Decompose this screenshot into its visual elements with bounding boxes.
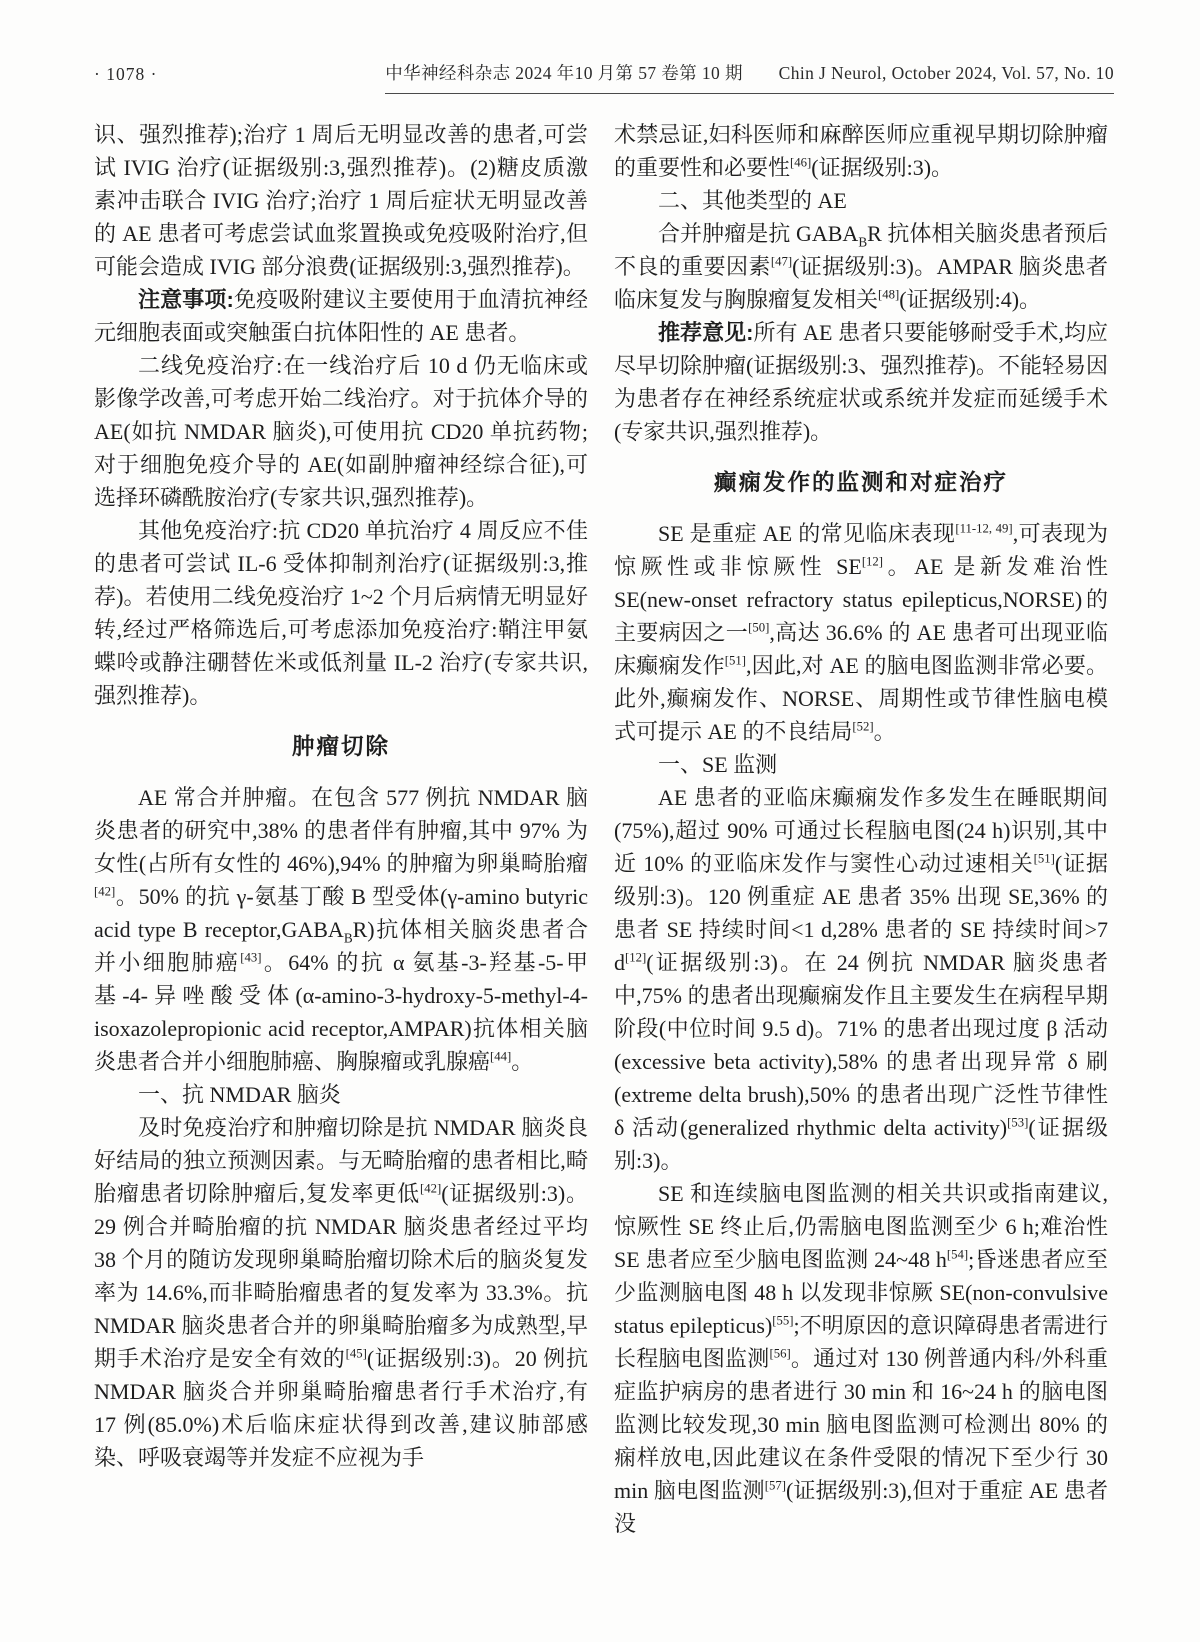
- citation-ref: [48]: [878, 287, 900, 302]
- paragraph-lead: 注意事项:: [138, 287, 234, 312]
- citation-ref: [54]: [946, 1247, 969, 1262]
- citation-ref: [51]: [1033, 851, 1055, 866]
- paragraph: SE 和连续脑电图监测的相关共识或指南建议,惊厥性 SE 终止后,仍需脑电图监测至少 6 h;难治性 SE 患者应至少脑电图监测 24~48 h[54];昏迷患者应至少监测脑电图 48 h 以发现非惊厥 SE(non-convulsive status epilepticus)[55];不明原因的意识障碍患者需进行长程脑电图监测[56]。通过对 130 例普通内科/外科重症监护病房的患者进行 30 min 和 16~24 h 的脑电图监测比较发现,30 min 脑电图监测可检测出 80% 的痫样放电,因此建议在条件受限的情况下至少行 30 min 脑电图监测[57](证据级别:3),但对于重症 AE 患者没: [614, 1181, 1109, 1536]
- section-heading: 癫痫发作的监测和对症治疗: [713, 470, 1008, 495]
- citation-ref: [47]: [770, 254, 793, 269]
- citation-ref: [11-12, 49]: [955, 521, 1013, 536]
- subsection-heading: 一、抗 NMDAR 脑炎: [138, 1082, 341, 1107]
- citation-ref: [52]: [852, 719, 874, 734]
- page-body: [94, 118, 1108, 1540]
- journal-title: 中华神经科杂志 2024 年10 月第 57 卷第 10 期 Chin J Neurol, October 2024, Vol. 57, No. 10: [385, 60, 1114, 94]
- citation-ref: [45]: [345, 1346, 367, 1361]
- paragraph: 术禁忌证,妇科医师和麻醉医师应重视早期切除肿瘤的重要性和必要性[46](证据级别:3)。: [614, 122, 1108, 180]
- column-left: [94, 118, 588, 1540]
- page-header: [94, 60, 1114, 94]
- section-heading: 肿瘤切除: [291, 734, 390, 759]
- paragraph: 二线免疫治疗:在一线治疗后 10 d 仍无临床或影像学改善,可考虑开始二线治疗。对于抗体介导的 AE(如抗 NMDAR 脑炎),可使用抗 CD20 单抗药物;对于细胞免疫介导的 AE(如副肿瘤神经综合征),可选择环磷酰胺治疗(专家共识,强烈推荐)。: [94, 353, 588, 510]
- citation-ref: [43]: [240, 950, 262, 965]
- citation-ref: [55]: [772, 1313, 794, 1328]
- citation-ref: [44]: [490, 1049, 512, 1064]
- citation-ref: [46]: [790, 155, 812, 170]
- subsection-heading: 二、其他类型的 AE: [658, 188, 847, 213]
- paragraph-lead: 推荐意见:: [658, 320, 754, 345]
- paragraph: 其他免疫治疗:抗 CD20 单抗治疗 4 周反应不佳的患者可尝试 IL-6 受体抑制剂治疗(证据级别:3,推荐)。若使用二线免疫治疗 1~2 个月后病情无明显好转,经过严格筛选后,可考虑添加免疫治疗:鞘注甲氨蝶呤或静注硼替佐米或低剂量 IL-2 治疗(专家共识,强烈推荐)。: [94, 518, 588, 708]
- paragraph: 推荐意见:所有 AE 患者只要能够耐受手术,均应尽早切除肿瘤(证据级别:3、强烈推荐)。不能轻易因为患者存在神经系统症状或系统并发症而延缓手术(专家共识,强烈推荐)。: [614, 320, 1109, 444]
- paragraph: 注意事项:免疫吸附建议主要使用于血清抗神经元细胞表面或突触蛋白抗体阳性的 AE 患者。: [94, 287, 588, 345]
- citation-ref: [51]: [724, 653, 747, 668]
- citation-ref: [12]: [861, 554, 884, 569]
- citation-ref: [42]: [419, 1181, 442, 1196]
- citation-ref: [57]: [764, 1478, 787, 1493]
- subscript: B: [858, 234, 868, 250]
- subsection-heading: 一、SE 监测: [658, 752, 778, 777]
- citation-ref: [50]: [748, 620, 770, 635]
- paragraph: 合并肿瘤是抗 $GABA_BR$ 抗体相关脑炎患者预后不良的重要因素[47](证据级别:3)。AMPAR 脑炎患者临床复发与胸腺瘤复发相关[48](证据级别:4)。: [614, 221, 1108, 312]
- column-right: [614, 118, 1108, 1540]
- citation-ref: [42]: [94, 884, 116, 899]
- citation-ref: [53]: [1007, 1115, 1029, 1130]
- page-number: · 1078 ·: [94, 64, 158, 84]
- paragraph: SE 是重症 AE 的常见临床表现[11-12, 49],可表现为惊厥性或非惊厥性 SE[12]。AE 是新发难治性 SE(new-onset refractory status epilepticus,NORSE)的主要病因之一[50],高达 36.6% 的 AE 患者可出现亚临床癫痫发作[51],因此,对 AE 的脑电图监测非常必要。此外,癫痫发作、NORSE、周期性或节律性脑电模式可提示 AE 的不良结局[52]。: [614, 521, 1108, 744]
- citation-ref: [56]: [769, 1346, 791, 1361]
- citation-ref: [12]: [625, 950, 647, 965]
- paragraph: AE 患者的亚临床癫痫发作多发生在睡眠期间(75%),超过 90% 可通过长程脑电图(24 h)识别,其中近 10% 的亚临床发作与窦性心动过速相关[51](证据级别:3)。120 例重症 AE 患者 35% 出现 SE,36% 的患者 SE 持续时间<1 d,28% 患者的 SE 持续时间>7 d[12](证据级别:3)。在 24 例抗 NMDAR 脑炎患者中,75% 的患者出现癫痫发作且主要发生在病程早期阶段(中位时间 9.5 d)。71% 的患者出现过度 β 活动(excessive beta activity),58% 的患者出现异常 δ 刷(extreme delta brush),50% 的患者出现广泛性节律性 δ 活动(generalized rhythmic delta activity)[53](证据级别:3)。: [614, 785, 1109, 1173]
- paragraph: AE 常合并肿瘤。在包含 577 例抗 NMDAR 脑炎患者的研究中,38% 的患者伴有肿瘤,其中 97% 为女性(占所有女性的 46%),94% 的肿瘤为卵巢畸胎瘤[42]。50% 的抗 γ-氨基丁酸 B 型受体(γ-amino butyric acid type B $receptor,GABA_BR$)抗体相关脑炎患者合并小细胞肺癌[43]。64% 的抗 α 氨基-3-羟基-5-甲基-4-异唑酸受体(α-amino-3-hydroxy-5-methyl-4-isoxazolepropionic acid receptor,AMPAR)抗体相关脑炎患者合并小细胞肺癌、胸腺瘤或乳腺癌[44]。: [94, 785, 588, 1074]
- paragraph: 识、强烈推荐);治疗 1 周后无明显改善的患者,可尝试 IVIG 治疗(证据级别:3,强烈推荐)。(2)糖皮质激素冲击联合 IVIG 治疗;治疗 1 周后症状无明显改善的 AE 患者可考虑尝试血浆置换或免疫吸附治疗,但可能会造成 IVIG 部分浪费(证据级别:3,强烈推荐)。: [94, 122, 588, 279]
- subscript: B: [343, 930, 353, 946]
- paragraph: 及时免疫治疗和肿瘤切除是抗 NMDAR 脑炎良好结局的独立预测因素。与无畸胎瘤的患者相比,畸胎瘤患者切除肿瘤后,复发率更低[42](证据级别:3)。29 例合并畸胎瘤的抗 NMDAR 脑炎患者经过平均 38 个月的随访发现卵巢畸胎瘤切除术后的脑炎复发率为 14.6%,而非畸胎瘤患者的复发率为 33.3%。抗 NMDAR 脑炎患者合并的卵巢畸胎瘤多为成熟型,早期手术治疗是安全有效的[45](证据级别:3)。20 例抗 NMDAR 脑炎合并卵巢畸胎瘤患者行手术治疗,有 17 例(85.0%)术后临床症状得到改善,建议肺部感染、呼吸衰竭等并发症不应视为手: [94, 1115, 588, 1470]
